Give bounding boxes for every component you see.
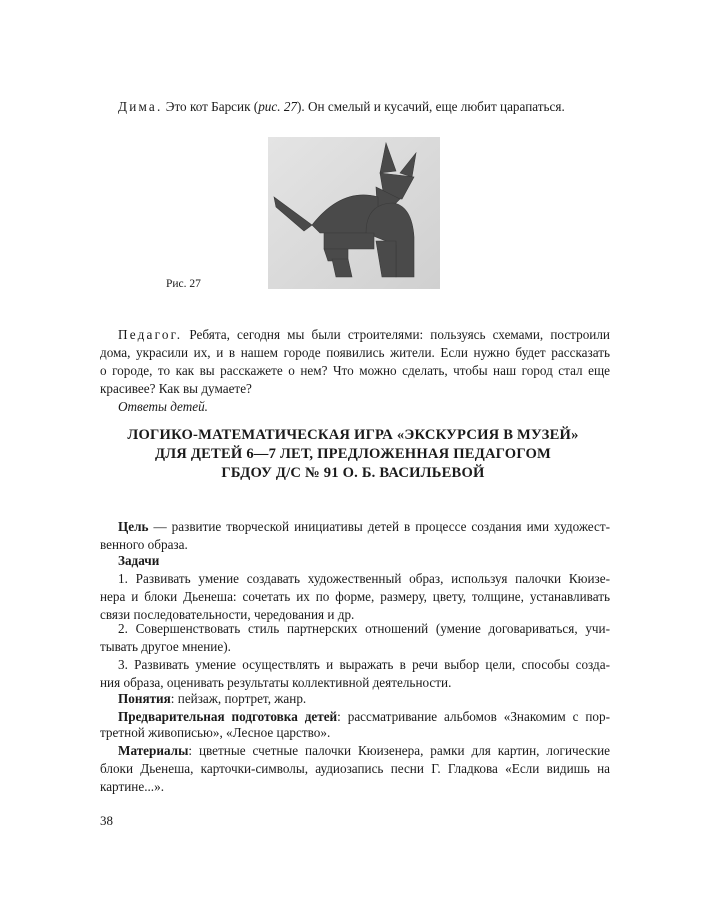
teacher-line-3: о городе, то как вы расскажете о нем? Что можно сделать, чтобы наш город стал еще	[100, 363, 610, 378]
prep-line-2: третной живописью», «Лесное царство».	[100, 725, 331, 740]
teacher-line-2: дома, украсили их, и в нашем городе появились жители. Если нужно будет рассказать	[100, 345, 610, 360]
section-heading-line-2: ДЛЯ ДЕТЕЙ 6—7 ЛЕТ, ПРЕДЛОЖЕННАЯ ПЕДАГОГОМ	[154, 446, 552, 462]
task-3-line-1: 3. Развивать умение осуществлять и выражать в речи выбор цели, способы созда-	[118, 657, 610, 672]
task-3-line-2: ния образа, оценивать результаты коллективной деятельности.	[100, 675, 452, 690]
concepts-line: Понятия: пейзаж, портрет, жанр.	[118, 691, 307, 706]
task-1-line-2: нера и блоки Дьенеша: сочетать их по форме, размеру, цвету, толщине, устанавливать	[100, 589, 610, 604]
materials-label: Материалы	[118, 743, 189, 758]
concepts-label: Понятия	[118, 691, 171, 706]
teacher-line-4: красивее? Как вы думаете?	[100, 381, 252, 396]
goal-label: Цель	[118, 519, 149, 534]
figure-reference: рис. 27	[258, 99, 298, 114]
tasks-label: Задачи	[118, 553, 160, 568]
children-answers: Ответы детей.	[118, 399, 208, 414]
task-2-line-2: тывать другое мнение).	[100, 639, 231, 654]
dialog-line-top: Дима. Это кот Барсик (рис. 27). Он смелый и кусачий, еще любит царапаться.	[118, 99, 565, 114]
page-number: 38	[100, 813, 113, 828]
section-heading-line-1: ЛОГИКО-МАТЕМАТИЧЕСКАЯ ИГРА «ЭКСКУРСИЯ В МУЗЕЙ»	[127, 427, 579, 443]
task-2-line-1: 2. Совершенствовать стиль партнерских отношений (умение договариваться, учи-	[118, 621, 610, 636]
speaker-name: Педагог.	[118, 327, 183, 342]
section-heading-line-3: ГБДОУ Д/С № 91 О. Б. ВАСИЛЬЕВОЙ	[221, 465, 485, 481]
prep-label: Предварительная подготовка детей	[118, 709, 338, 724]
task-1-line-1: 1. Развивать умение создавать художественный образ, используя палочки Кюизе-	[118, 571, 610, 586]
materials-line-2: блоки Дьенеша, карточки-символы, аудиозапись песни Г. Гладкова «Если видишь на	[100, 761, 610, 776]
task-1-line-3: связи последовательности, чередования и др.	[100, 607, 355, 622]
materials-line-1: Материалы: цветные счетные палочки Кюизенера, рамки для картин, логические	[118, 743, 610, 758]
prep-line-1: Предварительная подготовка детей: рассматривание альбомов «Знакомим с пор-	[118, 709, 610, 724]
tangram-cat-image	[268, 137, 440, 289]
goal-line-1: Цель — развитие творческой инициативы детей в процессе создания ими художест-	[118, 519, 610, 534]
teacher-line-1: Педагог. Ребята, сегодня мы были строителями: пользуясь схемами, построили	[118, 327, 610, 342]
figure-caption: Рис. 27	[166, 278, 201, 290]
goal-line-2: венного образа.	[100, 537, 188, 552]
tangram-cat-figure	[268, 137, 440, 289]
speaker-name: Дима.	[118, 99, 163, 114]
materials-line-3: картине...».	[100, 779, 164, 794]
